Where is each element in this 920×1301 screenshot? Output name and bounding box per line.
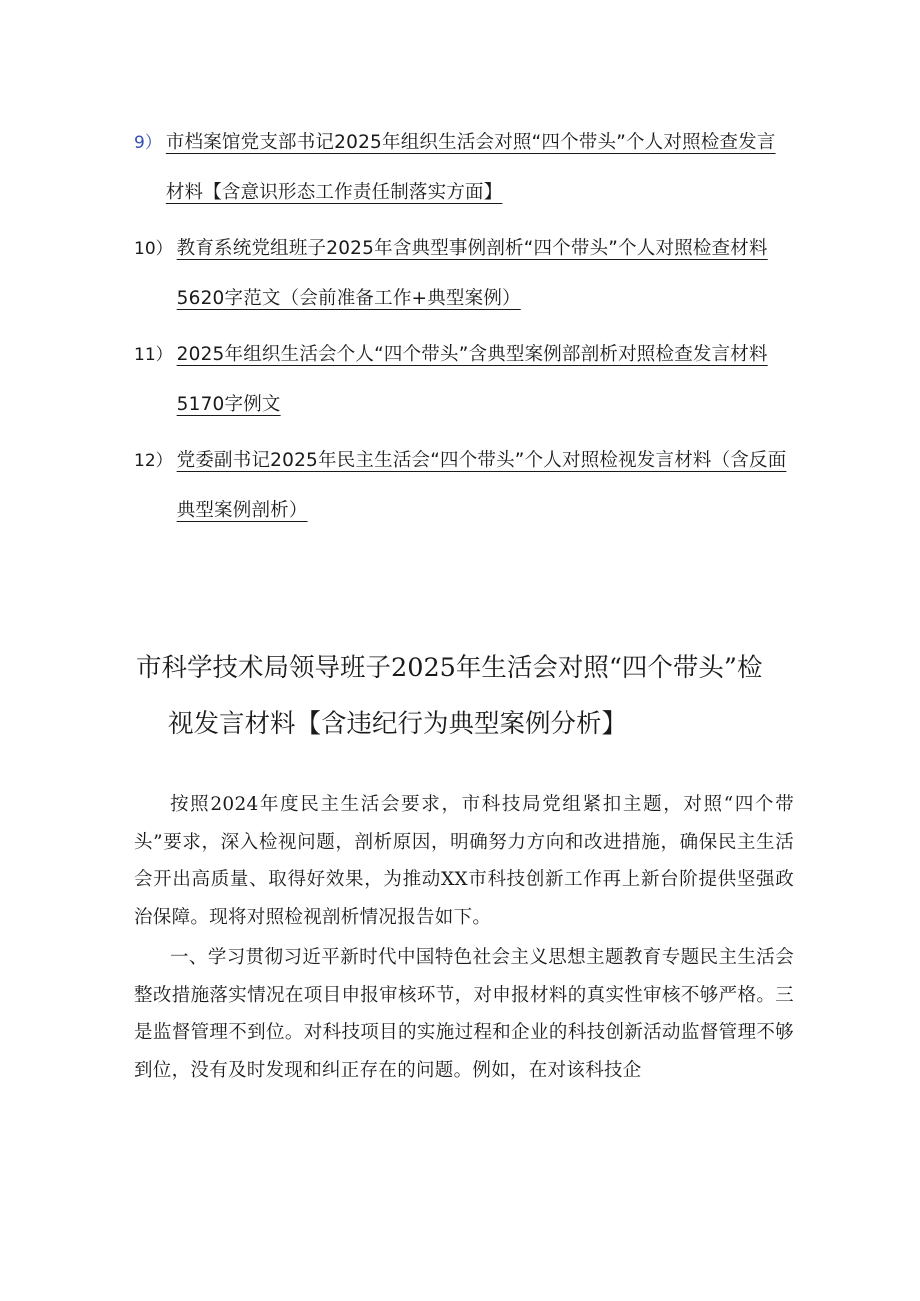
toc-link-9[interactable]: 市档案馆党支部书记2025年组织生活会对照“四个带头”个人对照检查发言材料【含意识形态工作责任制落实方面】 [165, 132, 776, 203]
toc-item-number: 12） [134, 451, 173, 471]
toc-item-10 [134, 224, 794, 324]
toc-link-10[interactable]: 教育系统党组班子2025年含典型事例剖析“四个带头”个人对照检查材料5620字范文（会前准备工作+典型案例） [176, 238, 768, 309]
document-title-line2: 视发言材料【含违纪行为典型案例分析】 [168, 709, 628, 739]
toc-link-12[interactable]: 党委副书记2025年民主生活会“四个带头”个人对照检视发言材料（含反面典型案例剖析） [176, 450, 787, 521]
toc-item-number: 10） [134, 239, 173, 259]
toc-item-12 [134, 436, 794, 536]
toc-item-9 [134, 118, 794, 218]
toc-link-11[interactable]: 2025年组织生活会个人“四个带头”含典型案例部剖析对照检查发言材料5170字例文 [176, 344, 768, 415]
toc-item-number: 9） [134, 133, 162, 153]
body-paragraph: 一、学习贯彻习近平新时代中国特色社会主义思想主题教育专题民主生活会整改措施落实情况在项目申报审核环节，对申报材料的真实性审核不够严格。三是监督管理不到位。对科技项目的实施过程和企业的科技创新活动监督管理不够到位，没有及时发现和纠正存在的问题。例如，在对该科技企 [134, 947, 794, 1081]
body-paragraph: 按照2024年度民主生活会要求，市科技局党组紧扣主题，对照“四个带头”要求，深入检视问题，剖析原因，明确努力方向和改进措施，确保民主生活会开出高质量、取得好效果，为推动XX市科技创新工作再上新台阶提供坚强政治保障。现将对照检视剖析情况报告如下。 [134, 794, 794, 928]
toc-item-11 [134, 330, 794, 430]
document-title [136, 640, 796, 752]
toc-item-number: 11） [134, 345, 173, 365]
document-body [134, 786, 794, 1092]
document-title-line1: 市科学技术局领导班子2025年生活会对照“四个带头”检 [136, 653, 763, 683]
toc-list [134, 118, 794, 542]
